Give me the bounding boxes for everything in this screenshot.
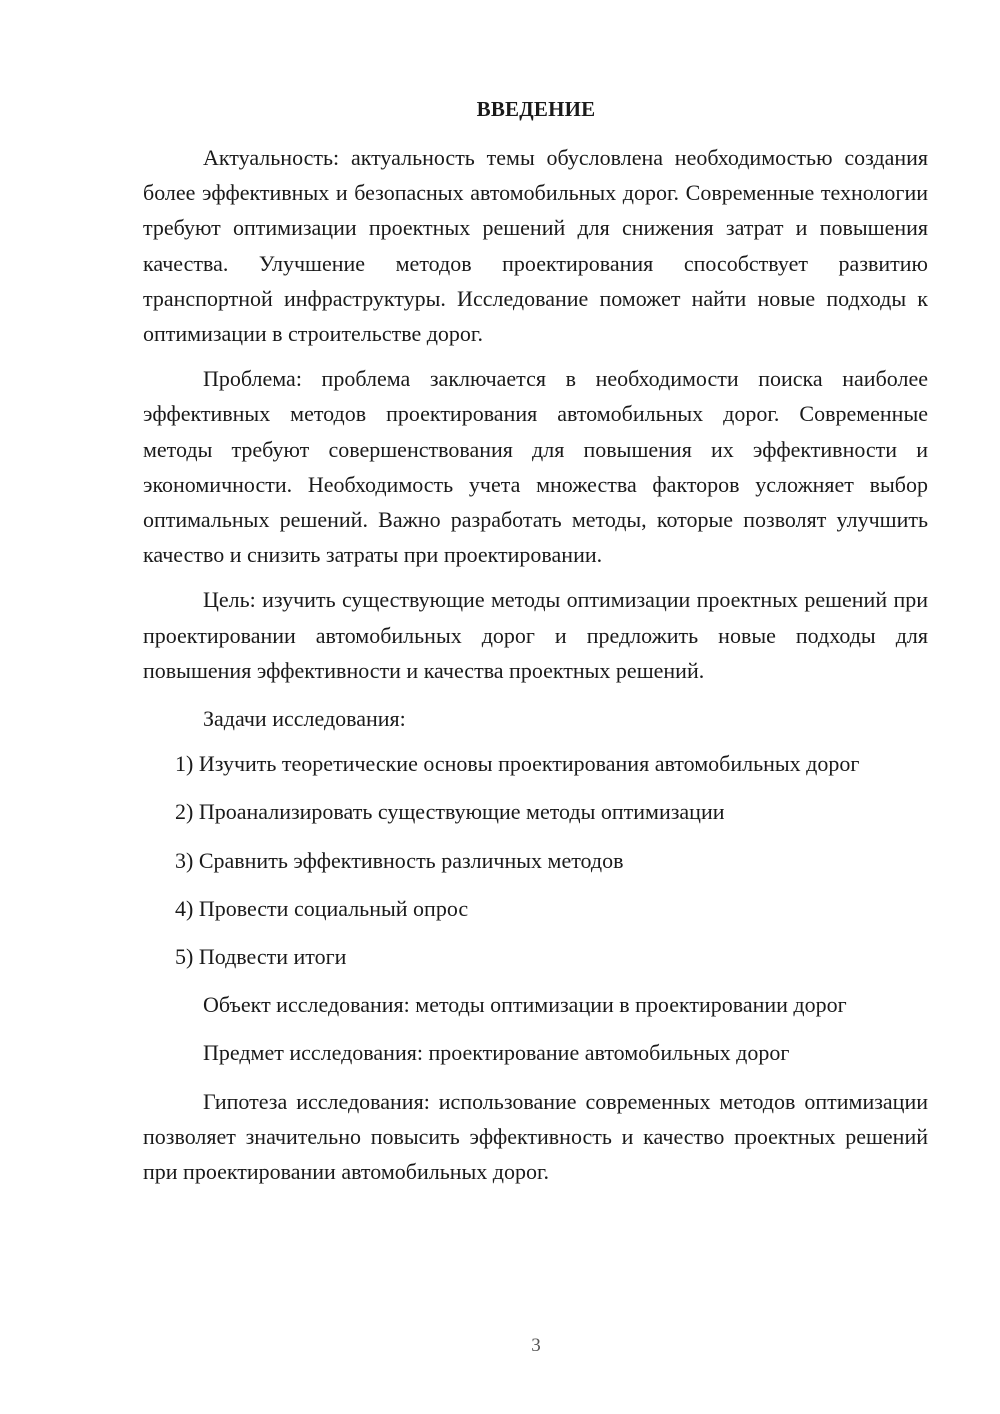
page-number: 3 [531, 1335, 541, 1356]
list-item: 4) Провести социальный опрос [175, 895, 469, 921]
document-body [143, 140, 928, 1189]
list-item: 3) Сравнить эффективность различных методов [175, 847, 624, 873]
page-title: ВВЕДЕНИЕ [476, 97, 596, 121]
paragraph-problem: Проблема: проблема заключается в необходимости поиска наиболее эффективных методов проектирования автомобильных дорог. Современные методы требуют совершенствования для повышения их эффективности и экономичности. Необходимость учета множества факторов усложняет выбор оптимальных решений. Важно разработать методы, которые позволят улучшить качество и снизить затраты при проектировании. [143, 366, 928, 568]
tasks-heading: Задачи исследования: [203, 706, 406, 732]
paragraph-hypothesis: Гипотеза исследования: использование современных методов оптимизации позволяет значительно повысить эффективность и качество проектных решений при проектировании автомобильных дорог. [143, 1088, 928, 1185]
list-item: 5) Подвести итоги [175, 944, 347, 970]
paragraph-subject: Предмет исследования: проектирование автомобильных дорог [203, 1040, 790, 1066]
paragraph-object: Объект исследования: методы оптимизации в проектировании дорог [203, 992, 847, 1018]
list-item: 2) Проанализировать существующие методы оптимизации [175, 799, 725, 825]
list-item: 1) Изучить теоретические основы проектирования автомобильных дорог [175, 751, 860, 777]
paragraph-relevance: Актуальность: актуальность темы обусловлена необходимостью создания более эффективных и безопасных автомобильных дорог. Современные технологии требуют оптимизации проектных решений для снижения затрат и повышения качества. Улучшение методов проектирования способствует развитию транспортной инфраструктуры. Исследование поможет найти новые подходы к оптимизации в строительстве дорог. [143, 145, 928, 347]
paragraph-goal: Цель: изучить существующие методы оптимизации проектных решений при проектировании автомобильных дорог и предложить новые подходы для повышения эффективности и качества проектных решений. [143, 587, 928, 683]
